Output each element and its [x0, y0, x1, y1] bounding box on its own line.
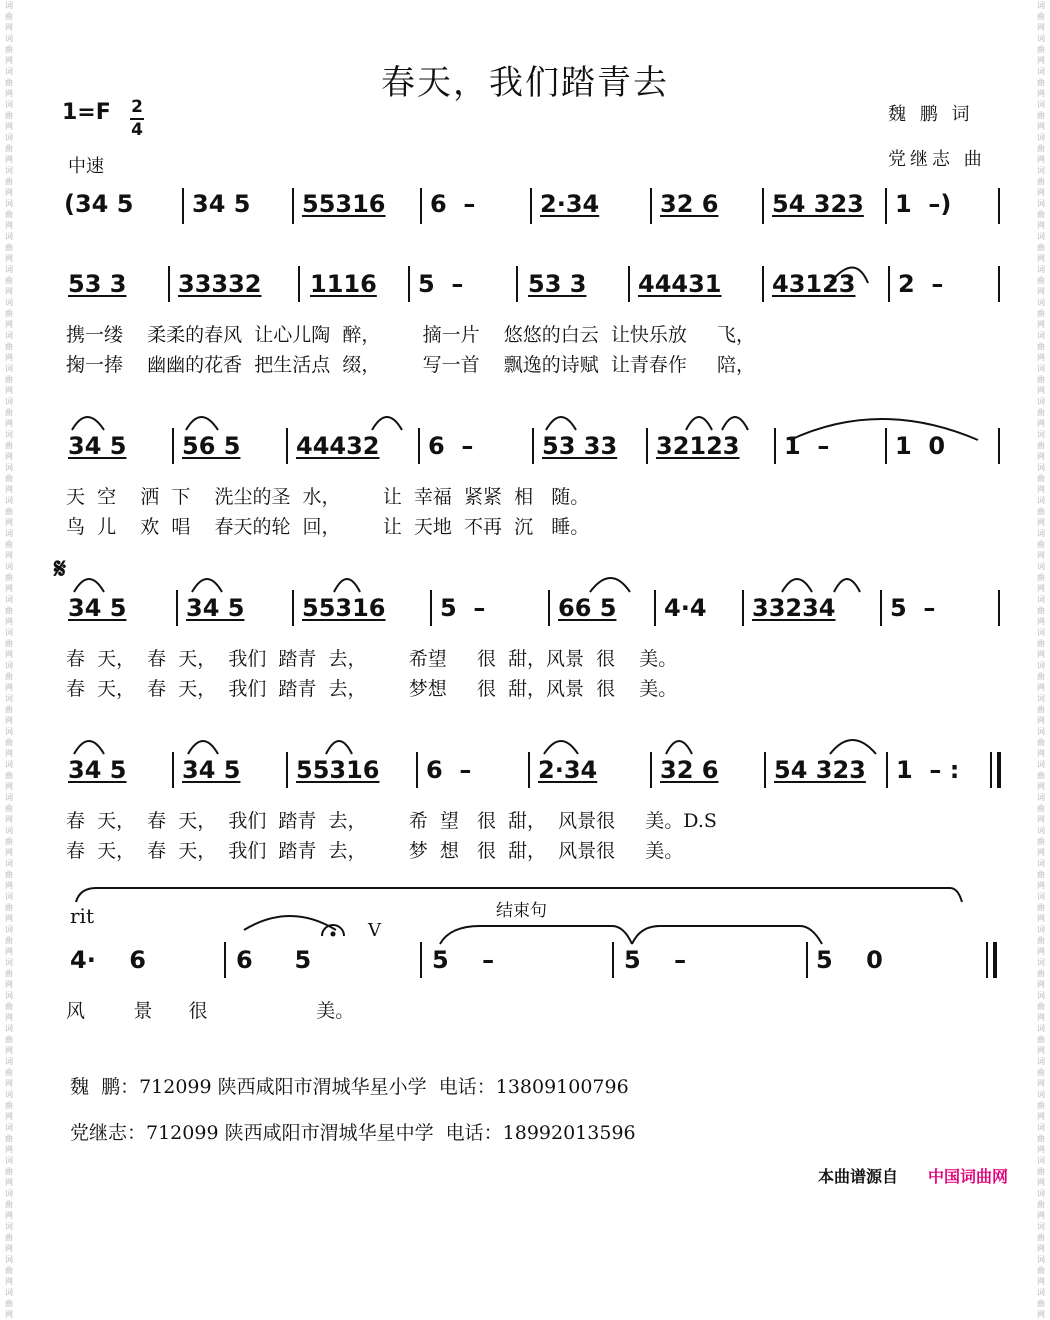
measure: 34 5 — [182, 756, 241, 784]
ending-label: 结束句 — [496, 901, 547, 921]
measure: 54 323 — [774, 756, 866, 784]
measure: 53 33 — [542, 432, 618, 460]
measure: 55316 — [296, 756, 380, 784]
watermark-right: 词曲网词曲网词曲网词曲网词曲网词曲网词曲网词曲网词曲网词曲网词曲网词曲网词曲网词曲网词曲网词曲网词曲网词曲网词曲网词曲网词曲网词曲网词曲网词曲网词曲网词曲网词曲网词曲网词曲网词曲网词曲网词曲网词曲网词曲网词曲网词曲网词曲网词曲网词曲网词曲网 — [1037, 1, 1045, 1319]
tempo-marking: 中速 — [68, 156, 104, 177]
measure: 32123 — [656, 432, 740, 460]
measure: 53 3 — [528, 270, 587, 298]
measure: 2 – — [898, 270, 944, 298]
lyrics-verse1: 携一缕 柔柔的春风 让心儿陶 醉， 摘一片 悠悠的白云 让快乐放 飞， — [66, 324, 756, 346]
measure: 32 6 — [660, 756, 719, 784]
measure: 32 6 — [660, 190, 719, 218]
measure: 53 3 — [68, 270, 127, 298]
measure: 1 0 — [895, 432, 946, 460]
measure: 44431 — [638, 270, 722, 298]
measure: 33332 — [178, 270, 262, 298]
measure: 1116 — [310, 270, 377, 298]
lyrics-verse2: 春 天， 春 天， 我们 踏青 去， 梦 想 很 甜， 风景很 美。 — [66, 840, 684, 862]
measure: 34 5 — [192, 190, 251, 218]
measure: (34 5 — [64, 190, 134, 218]
watermark-left: 词曲网词曲网词曲网词曲网词曲网词曲网词曲网词曲网词曲网词曲网词曲网词曲网词曲网词曲网词曲网词曲网词曲网词曲网词曲网词曲网词曲网词曲网词曲网词曲网词曲网词曲网词曲网词曲网词曲网词曲网词曲网词曲网词曲网词曲网词曲网词曲网词曲网词曲网词曲网词曲网 — [5, 1, 13, 1319]
measure: 5 – — [624, 946, 687, 974]
measure: 33234 — [752, 594, 836, 622]
lyrics-verse2: 掬一捧 幽幽的花香 把生活点 缀， 写一首 飘逸的诗赋 让青春作 陪， — [66, 354, 756, 376]
time-sig-bottom: 4 — [131, 120, 143, 140]
song-title: 春天，我们踏青去 — [381, 63, 669, 103]
lyrics-verse2: 春 天， 春 天， 我们 踏青 去， 梦想 很 甜，风景 很 美。 — [66, 678, 678, 700]
key-signature: 1=F — [62, 100, 111, 125]
measure: 55316 — [302, 594, 386, 622]
measure: 1 –) — [895, 190, 952, 218]
measure: 4·4 — [664, 594, 707, 622]
measure: 5 – — [890, 594, 936, 622]
measure: 34 5 — [68, 432, 127, 460]
contact-composer: 党继志：712099 陕西咸阳市渭城华星中学 电话：18992013596 — [70, 1122, 636, 1144]
measure: 4· 6 — [70, 946, 146, 974]
source-label: 本曲谱源自 — [818, 1167, 899, 1186]
lyricist-credit: 魏 鹏 词 — [888, 104, 974, 125]
source-site-link[interactable]: 中国词曲网 — [928, 1167, 1009, 1186]
measure: 34 5 — [68, 756, 127, 784]
rit-marking: rit — [70, 904, 94, 928]
measure: 6 – — [430, 190, 476, 218]
measure: 5 0 — [816, 946, 883, 974]
time-sig-top: 2 — [131, 97, 143, 117]
lyrics-ending: 风 景 很 美。 — [66, 1000, 355, 1022]
measure: 1 – : — [896, 756, 960, 784]
measure: 5 – — [440, 594, 486, 622]
lyrics-verse1: 春 天， 春 天， 我们 踏青 去， 希望 很 甜，风景 很 美。 — [66, 648, 678, 670]
segno-sign: 𝄋 — [54, 552, 67, 585]
measure: 55316 — [302, 190, 386, 218]
measure: 5 – — [418, 270, 464, 298]
measure: 6 5 — [236, 946, 312, 974]
composer-credit: 党继志 曲 — [888, 149, 986, 170]
measure: 6 – — [426, 756, 472, 784]
measure: 5 – — [432, 946, 495, 974]
measure: 66 5 — [558, 594, 617, 622]
measure: 56 5 — [182, 432, 241, 460]
measure: 44432 — [296, 432, 380, 460]
lyrics-verse1: 天 空 洒 下 洗尘的圣 水， 让 幸福 紧紧 相 随。 — [66, 486, 590, 508]
breath-mark: V — [368, 920, 381, 941]
contact-lyricist: 魏 鹏：712099 陕西咸阳市渭城华星小学 电话：13809100796 — [70, 1076, 629, 1098]
measure: 2·34 — [540, 190, 600, 218]
measure: 43123 — [772, 270, 856, 298]
measure: 6 – — [428, 432, 474, 460]
measure: 34 5 — [68, 594, 127, 622]
lyrics-verse2: 鸟 儿 欢 唱 春天的轮 回， 让 天地 不再 沉 睡。 — [66, 516, 590, 538]
measure: 34 5 — [186, 594, 245, 622]
lyrics-verse1: 春 天， 春 天， 我们 踏青 去， 希 望 很 甜， 风景很 美。D.S — [66, 810, 717, 832]
measure: 1 – — [784, 432, 830, 460]
measure: 2·34 — [538, 756, 598, 784]
measure: 54 323 — [772, 190, 864, 218]
